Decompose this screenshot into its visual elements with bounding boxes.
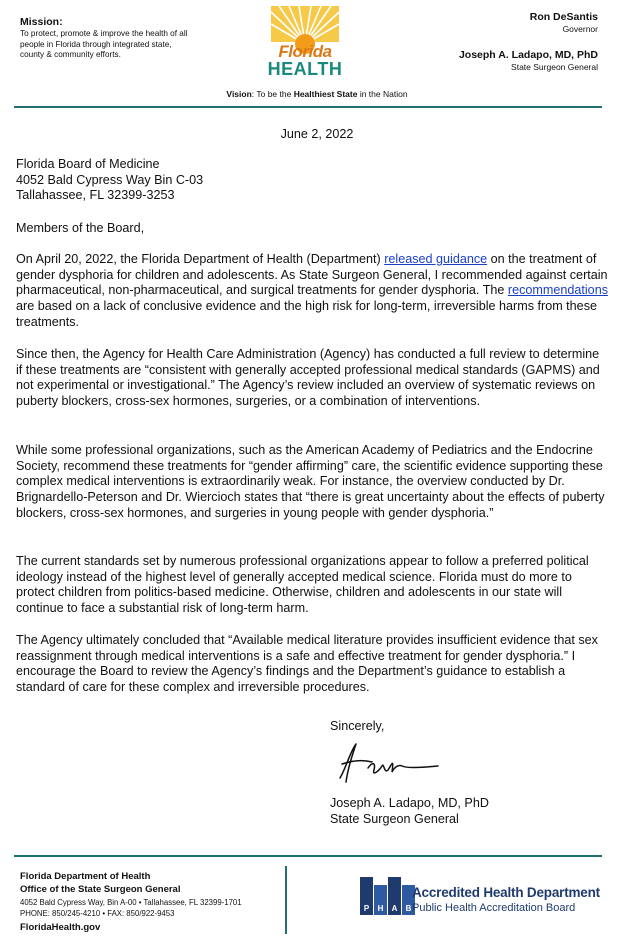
p1-text: On April 20, 2022, the Florida Department of Health (Department) — [16, 252, 385, 266]
mission-heading: Mission: — [20, 16, 63, 28]
phab-letter: P — [360, 877, 373, 915]
phab-letter: B — [402, 885, 415, 915]
vision-label: Vision — [226, 89, 252, 99]
phab-letter: H — [374, 885, 387, 915]
released-guidance-link[interactable]: released guidance — [384, 252, 488, 266]
p1-text: on the treatment of gender dysphoria for children and adolescents. As State Surgeon General, I recommended against certain pharmaceutical, non-pharmaceutical, and surgical treatments for gender dysphoria. The — [16, 252, 608, 298]
signer-block — [330, 796, 489, 827]
vision-suffix: in the Nation — [357, 89, 408, 99]
recipient-address — [16, 157, 316, 204]
paragraph-1 — [16, 252, 608, 331]
footer-vertical-divider — [285, 866, 287, 934]
logo-florida-text: Florida — [278, 42, 332, 61]
vision-statement — [0, 89, 634, 99]
signer-title: State Surgeon General — [330, 811, 459, 826]
p1-text: are based on a lack of conclusive evidence and the high risk for long-term, irreversible harms from these treatments. — [16, 299, 597, 329]
paragraph-3: While some professional organizations, such as the American Academy of Pediatrics and the Endocrine Society, recommend these treatments for “gender affirming” care, the scientific evidence supporting these complex medical interventions is extraordinarily weak. For instance, the overview conducted by Dr. Brignardello-Peterson and Dr. Wiercioch states that “there is great uncertainty about the effects of puberty blockers, cross-sex hormones, and surgeries in young people with gender dysphoria.” — [16, 443, 605, 520]
salutation: Members of the Board, — [16, 221, 145, 235]
paragraph-5: The Agency ultimately concluded that “Available medical literature provides insufficient evidence that sex reassignment through medical interventions is a safe and effective treatment for gender dysphoria.” I encourage the Board to review the Agency’s findings and the Department’s guidance to establish a standard of care for these complex and irreversible procedures. — [16, 633, 598, 695]
footer-divider — [14, 855, 602, 857]
letter-date: June 2, 2022 — [280, 127, 354, 141]
footer-address: 4052 Bald Cypress Way, Bin A-00 • Tallahassee, FL 32399-1701 — [20, 898, 242, 907]
recipient-line: Tallahassee, FL 32399-3253 — [16, 188, 175, 203]
accreditation-subtitle: Public Health Accreditation Board — [412, 902, 576, 914]
header-divider — [14, 106, 602, 108]
footer-org: Florida Department of Health — [20, 871, 151, 882]
vision-bold: Healthiest State — [293, 89, 358, 99]
governor-title: Governor — [562, 24, 598, 34]
signer-name: Joseph A. Ladapo, MD, PhD — [330, 796, 489, 810]
closing: Sincerely, — [330, 719, 385, 733]
logo-health-text: HEALTH — [267, 59, 343, 79]
surgeon-general-name: Joseph A. Ladapo, MD, PhD — [458, 49, 598, 61]
recommendations-link[interactable]: recommendations — [507, 283, 608, 298]
footer-phone: PHONE: 850/245-4210 • FAX: 850/922-9453 — [20, 909, 175, 918]
paragraph-2: Since then, the Agency for Health Care Administration (Agency) has conducted a full review to determine if these treatments are “consistent with generally accepted professional medical standards (GAPMS) and not experimental or investigational.” The Agency’s review included an overview of systematic reviews on puberty blockers, cross-sex hormones, surgeries, or a combination of interventions. — [16, 347, 600, 409]
governor-name: Ron DeSantis — [529, 11, 598, 23]
surgeon-general-title: State Surgeon General — [511, 62, 598, 72]
phab-logo — [360, 877, 416, 915]
paragraph-4: The current standards set by numerous professional organizations appear to follow a preferred political ideology instead of the highest level of generally accepted medical science. Florida must do more to protect children from politics-based medicine. Otherwise, children and adolescents in our state will continue to face a substantial risk of long-term harm. — [16, 554, 589, 616]
recipient-line: Florida Board of Medicine — [16, 157, 160, 171]
accreditation-title: Accredited Health Department — [412, 885, 600, 900]
phab-letter: A — [388, 877, 401, 915]
mission-text: To protect, promote & improve the health of all people in Florida through integrated state, county & community efforts. — [20, 29, 188, 59]
recipient-line: 4052 Bald Cypress Way Bin C-03 — [16, 172, 204, 187]
handwritten-signature — [332, 738, 442, 786]
vision-prefix: : To be the — [251, 89, 294, 99]
footer-office: Office of the State Surgeon General — [20, 884, 181, 895]
footer-website[interactable]: FloridaHealth.gov — [20, 922, 101, 933]
